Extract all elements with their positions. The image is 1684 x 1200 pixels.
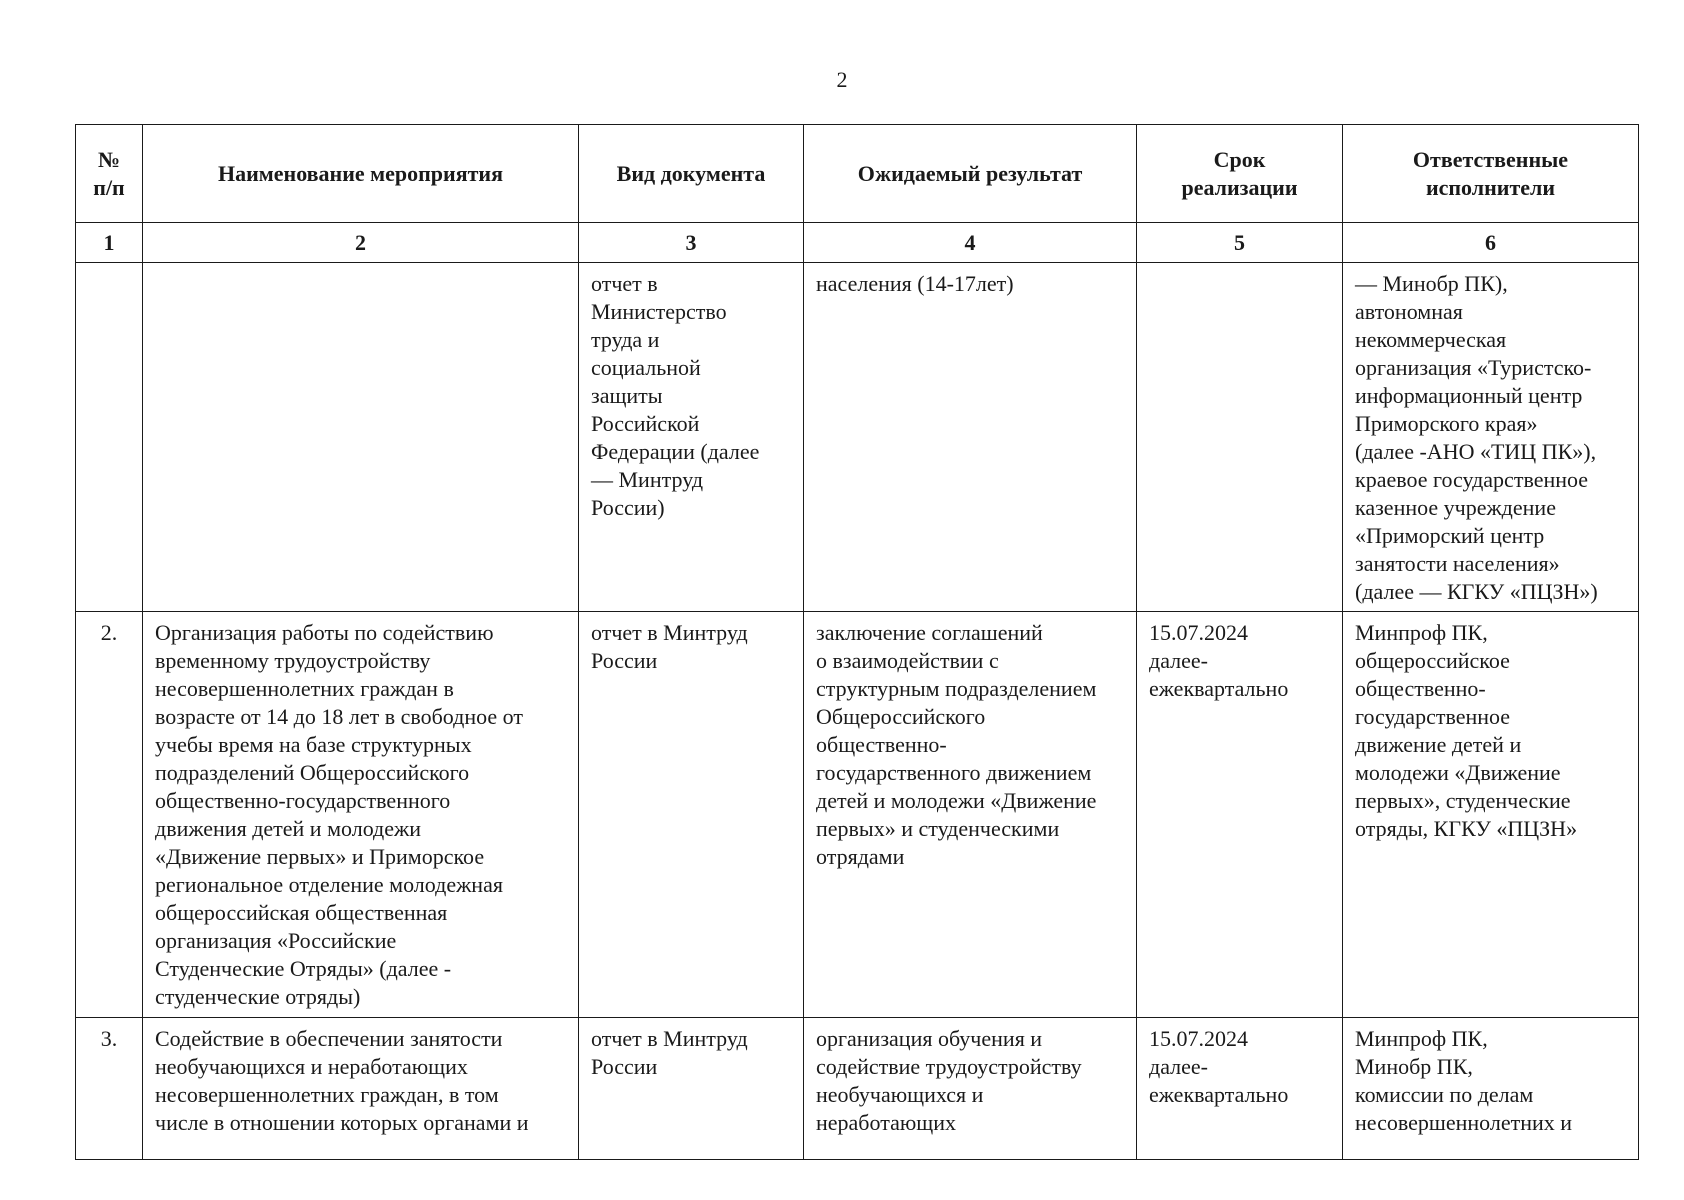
header-term-label: Срок реализации bbox=[1181, 146, 1298, 200]
row-name-cell bbox=[143, 1018, 579, 1160]
column-number-row bbox=[76, 223, 1639, 263]
row-doc-cell bbox=[579, 612, 804, 1018]
row-number: 3. bbox=[100, 1026, 118, 1051]
header-resp bbox=[1343, 125, 1639, 223]
row-result-cell bbox=[804, 612, 1137, 1018]
column-number: 4 bbox=[804, 223, 1137, 263]
event-name: Содействие в обеспечении занятости необучающихся и неработающих несовершеннолетних граждан, в том числе в отношении которых органами и bbox=[155, 1026, 529, 1135]
table-row bbox=[76, 263, 1639, 612]
table-row bbox=[76, 1018, 1639, 1160]
implementation-term: 15.07.2024 далее- ежеквартально bbox=[1149, 620, 1289, 701]
row-resp-cell bbox=[1343, 263, 1639, 612]
row-result-cell bbox=[804, 263, 1137, 612]
header-row bbox=[76, 125, 1639, 223]
header-doc bbox=[579, 125, 804, 223]
row-doc-cell bbox=[579, 1018, 804, 1160]
row-number bbox=[76, 263, 142, 270]
page-number: 2 bbox=[836, 67, 848, 92]
expected-result: организация обучения и содействие трудоустройству необучающихся и неработающих bbox=[816, 1026, 1082, 1135]
document-type: отчет в Минтруд России bbox=[591, 620, 748, 673]
event-name: Организация работы по содействию временному трудоустройству несовершеннолетних граждан в возрасте от 14 до 18 лет в свободное от учебы время на базе структурных подразделений Общероссийского общественно-государственного движения детей и молодежи «Движение первых» и Приморское региональное отделение молодежная общероссийская общественная организация «Российские Студенческие Отряды» (далее - студенческие отряды) bbox=[155, 620, 523, 1009]
column-number: 2 bbox=[143, 223, 579, 263]
row-name-cell bbox=[143, 263, 579, 612]
header-name-label: Наименование мероприятия bbox=[217, 160, 504, 186]
row-result-cell bbox=[804, 1018, 1137, 1160]
row-resp-cell bbox=[1343, 1018, 1639, 1160]
header-term bbox=[1137, 125, 1343, 223]
header-resp-label: Ответственные исполнители bbox=[1412, 146, 1569, 200]
document-type: отчет в Министерство труда и социальной защиты Российской Федерации (далее — Минтруд России) bbox=[591, 271, 760, 520]
column-number: 3 bbox=[579, 223, 804, 263]
row-num-cell bbox=[76, 612, 143, 1018]
implementation-term: 15.07.2024 далее- ежеквартально bbox=[1149, 1026, 1289, 1107]
row-term-cell bbox=[1137, 263, 1343, 612]
action-plan-table bbox=[75, 124, 1639, 1160]
table-row bbox=[76, 612, 1639, 1018]
column-number: 1 bbox=[76, 223, 143, 263]
implementation-term bbox=[1137, 263, 1342, 274]
header-result bbox=[804, 125, 1137, 223]
row-number: 2. bbox=[100, 620, 118, 645]
row-num-cell bbox=[76, 263, 143, 612]
expected-result: населения (14-17лет) bbox=[816, 271, 1014, 296]
column-number: 5 bbox=[1137, 223, 1343, 263]
responsible-executors: Минпроф ПК, общероссийское общественно- государственное движение детей и молодежи «Движение первых», студенческие отряды, КГКУ «ПЦЗН» bbox=[1355, 620, 1578, 841]
header-doc-label: Вид документа bbox=[616, 160, 766, 186]
row-num-cell bbox=[76, 1018, 143, 1160]
expected-result: заключение соглашений о взаимодействии с структурным подразделением Общероссийского общественно- государственного движением детей и молодежи «Движение первых» и студенческими отрядами bbox=[816, 620, 1097, 869]
event-name bbox=[143, 263, 578, 274]
header-result-label: Ожидаемый результат bbox=[857, 160, 1083, 186]
responsible-executors: Минпроф ПК, Минобр ПК, комиссии по делам несовершеннолетних и bbox=[1355, 1026, 1573, 1135]
row-term-cell bbox=[1137, 1018, 1343, 1160]
header-name bbox=[143, 125, 579, 223]
row-resp-cell bbox=[1343, 612, 1639, 1018]
row-name-cell bbox=[143, 612, 579, 1018]
row-term-cell bbox=[1137, 612, 1343, 1018]
responsible-executors: — Минобр ПК), автономная некоммерческая организация «Туристско- информационный центр Приморского края» (далее -АНО «ТИЦ ПК»), краевое государственное казенное учреждение «Приморский центр занятости населения» (далее — КГКУ «ПЦЗН») bbox=[1355, 271, 1598, 604]
column-number: 6 bbox=[1343, 223, 1639, 263]
row-doc-cell bbox=[579, 263, 804, 612]
header-num bbox=[76, 125, 143, 223]
document-type: отчет в Минтруд России bbox=[591, 1026, 748, 1079]
header-num-label: № п/п bbox=[93, 146, 125, 200]
